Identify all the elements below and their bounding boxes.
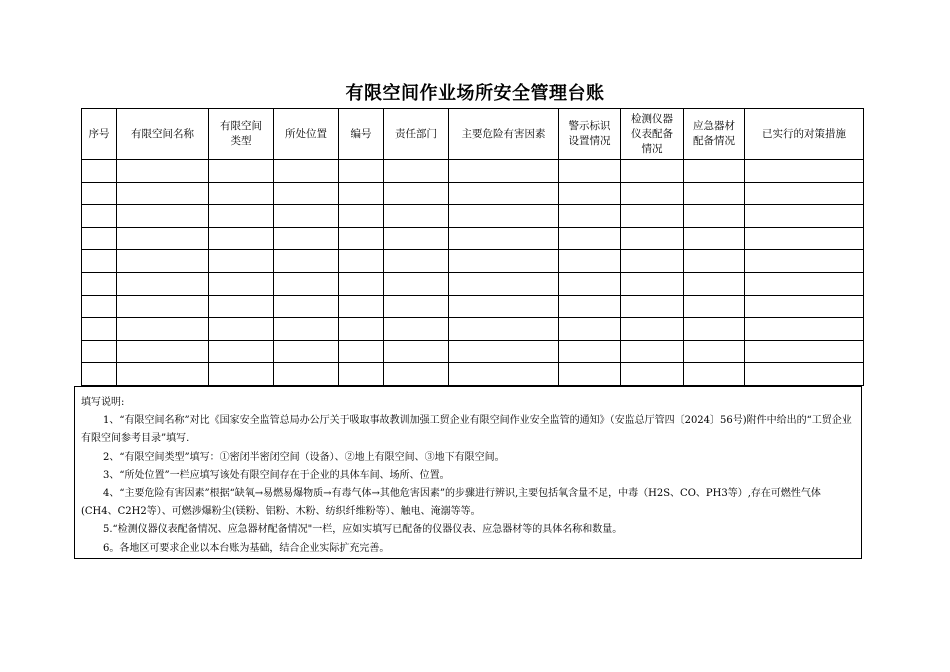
table-cell[interactable] (339, 363, 384, 386)
table-cell[interactable] (384, 160, 449, 183)
table-cell[interactable] (559, 295, 621, 318)
table-cell[interactable] (117, 250, 209, 273)
table-cell[interactable] (384, 182, 449, 205)
table-cell[interactable] (339, 340, 384, 363)
table-cell[interactable] (745, 160, 864, 183)
table-cell[interactable] (449, 250, 559, 273)
table-cell[interactable] (117, 160, 209, 183)
table-row (82, 318, 864, 341)
table-cell[interactable] (339, 160, 384, 183)
table-cell[interactable] (621, 272, 684, 295)
table-cell[interactable] (621, 205, 684, 228)
table-cell[interactable] (745, 340, 864, 363)
table-cell[interactable] (384, 250, 449, 273)
table-cell[interactable] (684, 363, 745, 386)
table-cell[interactable] (621, 160, 684, 183)
table-cell[interactable] (449, 227, 559, 250)
table-cell[interactable] (274, 227, 339, 250)
col-header-department: 责任部门 (384, 109, 449, 160)
table-cell[interactable] (82, 250, 117, 273)
table-cell[interactable] (745, 250, 864, 273)
table-cell[interactable] (449, 160, 559, 183)
table-cell[interactable] (684, 295, 745, 318)
col-header-warning-signs: 警示标识 设置情况 (559, 109, 621, 160)
table-cell[interactable] (621, 318, 684, 341)
table-cell[interactable] (684, 182, 745, 205)
table-cell[interactable] (209, 363, 274, 386)
table-cell[interactable] (684, 250, 745, 273)
table-cell[interactable] (274, 272, 339, 295)
table-cell[interactable] (449, 318, 559, 341)
table-cell[interactable] (384, 272, 449, 295)
table-cell[interactable] (621, 295, 684, 318)
table-cell[interactable] (559, 250, 621, 273)
table-row (82, 160, 864, 183)
table-cell[interactable] (684, 160, 745, 183)
table-cell[interactable] (745, 182, 864, 205)
table-cell[interactable] (274, 250, 339, 273)
table-row (82, 227, 864, 250)
table-cell[interactable] (209, 340, 274, 363)
table-cell[interactable] (209, 318, 274, 341)
table-cell[interactable] (339, 205, 384, 228)
table-row (82, 250, 864, 273)
table-cell[interactable] (82, 182, 117, 205)
table-cell[interactable] (82, 340, 117, 363)
document-title: 有限空间作业场所安全管理台账 (345, 83, 605, 104)
table-cell[interactable] (559, 272, 621, 295)
col-header-hazards: 主要危险有害因素 (449, 109, 559, 160)
table-row (82, 205, 864, 228)
table-cell[interactable] (82, 205, 117, 228)
table-cell[interactable] (745, 227, 864, 250)
col-header-emergency-equipment: 应急器材 配备情况 (684, 109, 745, 160)
instructions-heading: 填写说明: (81, 397, 125, 408)
table-cell[interactable] (745, 205, 864, 228)
table-row (82, 295, 864, 318)
table-cell[interactable] (209, 182, 274, 205)
instruction-item-4: 4、“主要危险有害因素”根据“缺氧→易燃易爆物质→有毒气体→其他危害因素”的步骤进行辨识,主要包括氧含量不足，中毒（H2S、CO、PH3等）,存在可燃性气体(CH4、C2H2等）、可燃涉爆粉尘(镁粉、铝粉、木粉、纺织纤维粉等）、触电、淹溺等等。 (81, 488, 821, 518)
table-row (82, 182, 864, 205)
table-cell[interactable] (82, 272, 117, 295)
table-cell[interactable] (384, 318, 449, 341)
table-cell[interactable] (559, 182, 621, 205)
table-cell[interactable] (117, 182, 209, 205)
table-cell[interactable] (209, 295, 274, 318)
table-cell[interactable] (209, 272, 274, 295)
table-cell[interactable] (745, 272, 864, 295)
table-cell[interactable] (449, 272, 559, 295)
table-cell[interactable] (559, 318, 621, 341)
table-cell[interactable] (117, 363, 209, 386)
table-cell[interactable] (449, 340, 559, 363)
table-cell[interactable] (745, 295, 864, 318)
table-cell[interactable] (82, 295, 117, 318)
table-cell[interactable] (449, 363, 559, 386)
table-cell[interactable] (449, 182, 559, 205)
table-cell[interactable] (117, 318, 209, 341)
table-cell[interactable] (339, 272, 384, 295)
table-cell[interactable] (339, 295, 384, 318)
table-cell[interactable] (274, 318, 339, 341)
table-cell[interactable] (82, 363, 117, 386)
table-cell[interactable] (339, 182, 384, 205)
table-cell[interactable] (209, 227, 274, 250)
table-cell[interactable] (559, 340, 621, 363)
col-header-location: 所处位置 (274, 109, 339, 160)
table-cell[interactable] (274, 160, 339, 183)
col-header-space-name: 有限空间名称 (117, 109, 209, 160)
table-cell[interactable] (745, 318, 864, 341)
instruction-item-1: 1、“有限空间名称”对比《国家安全监管总局办公厅关于吸取事故教训加强工贸企业有限空间作业安全监管的通知》（安监总厅管四〔2024〕56号)附件中给出的“工贸企业有限空间参考目录”填写. (81, 415, 852, 445)
table-cell[interactable] (117, 295, 209, 318)
instruction-item-2: 2、“有限空间类型”填写：①密闭半密闭空间（设备）、②地上有限空间、③地下有限空间。 (103, 451, 505, 463)
table-cell[interactable] (384, 363, 449, 386)
table-cell[interactable] (384, 205, 449, 228)
ledger-table (81, 108, 864, 386)
table-cell[interactable] (684, 205, 745, 228)
table-cell[interactable] (117, 227, 209, 250)
table-cell[interactable] (449, 205, 559, 228)
table-cell[interactable] (621, 182, 684, 205)
col-header-space-type: 有限空间 类型 (209, 109, 274, 160)
table-cell[interactable] (209, 250, 274, 273)
table-cell[interactable] (82, 227, 117, 250)
table-cell[interactable] (684, 272, 745, 295)
table-row (82, 363, 864, 386)
table-cell[interactable] (559, 160, 621, 183)
table-cell[interactable] (82, 318, 117, 341)
table-cell[interactable] (684, 340, 745, 363)
col-header-countermeasures: 已实行的对策措施 (745, 109, 864, 160)
instruction-item-5: 5.“检测仪器仪表配备情况、应急器材配备情况"一栏，应如实填写已配备的仪器仪表、应急器材等的具体名称和数量。 (103, 524, 623, 536)
instruction-item-3: 3、“所处位置”一栏应填写该处有限空间存在于企业的具体车间、场所、位置。 (103, 469, 450, 481)
table-cell[interactable] (621, 227, 684, 250)
table-cell[interactable] (559, 363, 621, 386)
table-cell[interactable] (82, 160, 117, 183)
table-cell[interactable] (384, 295, 449, 318)
table-cell[interactable] (559, 205, 621, 228)
table-cell[interactable] (209, 205, 274, 228)
col-header-detection-instruments: 检测仪器 仪表配备 情况 (621, 109, 684, 160)
col-header-number: 编号 (339, 109, 384, 160)
table-cell[interactable] (117, 272, 209, 295)
table-cell[interactable] (559, 227, 621, 250)
table-cell[interactable] (339, 250, 384, 273)
col-header-serial: 序号 (82, 109, 117, 160)
table-row (82, 340, 864, 363)
table-cell[interactable] (339, 318, 384, 341)
table-cell[interactable] (684, 227, 745, 250)
table-cell[interactable] (621, 363, 684, 386)
table-cell[interactable] (274, 295, 339, 318)
table-cell[interactable] (621, 250, 684, 273)
table-cell[interactable] (384, 340, 449, 363)
table-cell[interactable] (745, 363, 864, 386)
table-cell[interactable] (274, 340, 339, 363)
table-cell[interactable] (449, 295, 559, 318)
table-cell[interactable] (117, 340, 209, 363)
table-cell[interactable] (209, 160, 274, 183)
table-body (82, 160, 864, 386)
table-cell[interactable] (274, 205, 339, 228)
table-cell[interactable] (684, 318, 745, 341)
filling-instructions (74, 386, 862, 559)
table-header-row (82, 109, 864, 160)
table-row (82, 272, 864, 295)
table-cell[interactable] (117, 205, 209, 228)
table-cell[interactable] (339, 227, 384, 250)
table-cell[interactable] (621, 340, 684, 363)
table-cell[interactable] (274, 182, 339, 205)
instruction-item-6: 6。各地区可要求企业以本台账为基础，结合企业实际扩充完善。 (103, 542, 390, 554)
table-cell[interactable] (384, 227, 449, 250)
table-cell[interactable] (274, 363, 339, 386)
